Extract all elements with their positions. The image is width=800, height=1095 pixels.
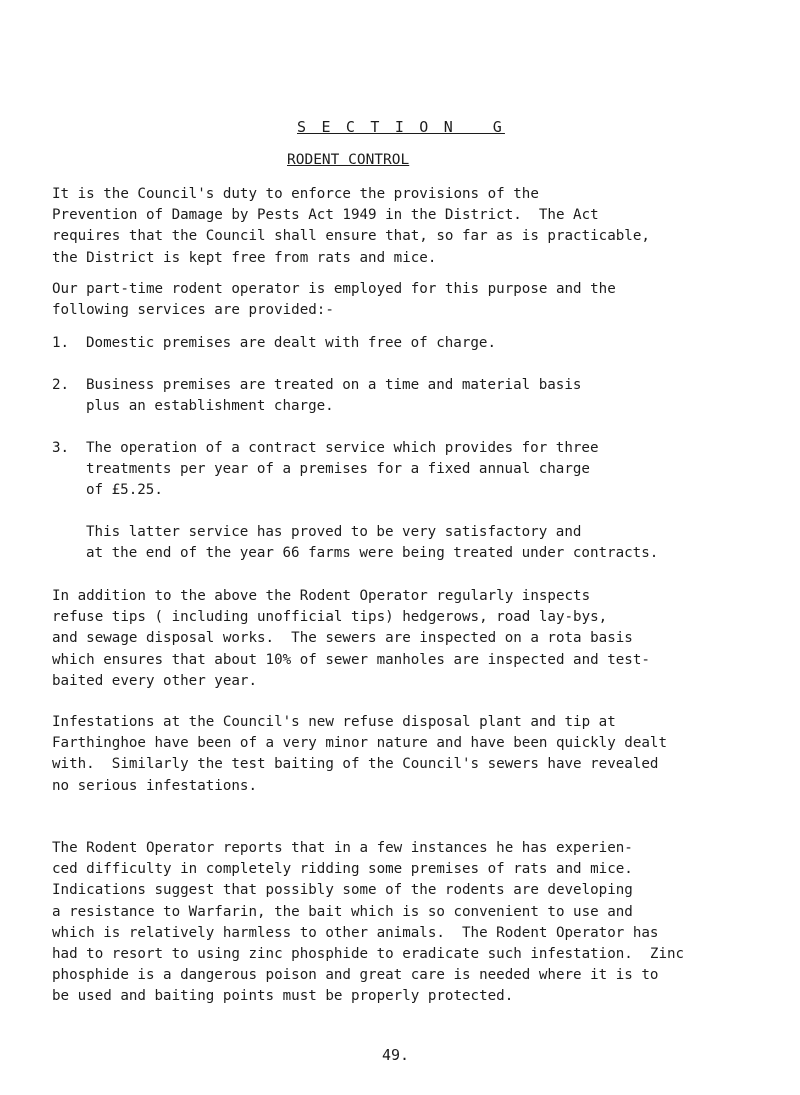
text-line: The operation of a contract service which provides for three	[86, 440, 599, 456]
text-line: Business premises are treated on a time and material basis	[86, 377, 582, 393]
text-line: In addition to the above the Rodent Operator regularly inspects	[52, 588, 591, 604]
text-line: ced difficulty in completely ridding some premises of rats and mice.	[52, 861, 633, 878]
text-line: Farthinghoe have been of a very minor nature and have been quickly dealt	[52, 735, 667, 752]
text-line: This latter service has proved to be very satisfactory and	[86, 524, 582, 540]
contract-paragraph	[86, 522, 800, 564]
text-line: treatments per year of a premises for a fixed annual charge	[86, 461, 590, 478]
text-line: Infestations at the Council's new refuse disposal plant and tip at	[52, 714, 616, 730]
intro-paragraph	[52, 184, 792, 269]
text-line: with. Similarly the test baiting of the Council's sewers have revealed	[52, 756, 659, 773]
text-line: plus an establishment charge.	[86, 398, 334, 415]
service-item-number: 3.	[52, 440, 70, 456]
text-line: The Rodent Operator reports that in a few instances he has experien-	[52, 840, 633, 856]
reports-paragraph	[52, 838, 792, 1008]
text-line: which is relatively harmless to other animals. The Rodent Operator has	[52, 924, 659, 941]
text-line: of £5.25.	[86, 482, 163, 499]
text-line: had to resort to using zinc phosphide to eradicate such infestation. Zinc	[52, 946, 685, 963]
section-heading: S E C T I O N G	[297, 118, 505, 136]
text-line: Prevention of Damage by Pests Act 1949 in the District. The Act	[52, 207, 599, 224]
text-line: It is the Council's duty to enforce the provisions of the	[52, 186, 539, 202]
text-line: Our part-time rodent operator is employed for this purpose and the	[52, 281, 616, 297]
services-intro-paragraph	[52, 279, 792, 321]
text-line: refuse tips ( including unofficial tips) hedgerows, road lay-bys,	[52, 609, 608, 626]
text-line: a resistance to Warfarin, the bait which is so convenient to use and	[52, 903, 633, 920]
text-line: phosphide is a dangerous poison and great care is needed where it is to	[52, 967, 659, 984]
page-number: 49.	[382, 1046, 410, 1064]
text-line: and sewage disposal works. The sewers are inspected on a rota basis	[52, 630, 633, 647]
text-line: Domestic premises are dealt with free of charge.	[86, 335, 496, 351]
inspection-paragraph	[52, 586, 792, 692]
text-line: no serious infestations.	[52, 777, 257, 794]
text-line: following services are provided:-	[52, 302, 334, 319]
service-item-text	[86, 438, 786, 502]
service-item-text	[86, 375, 786, 417]
text-line: which ensures that about 10% of sewer manholes are inspected and test-	[52, 651, 650, 668]
subheading-rodent-control: RODENT CONTROL	[287, 152, 410, 168]
text-line: the District is kept free from rats and mice.	[52, 249, 437, 266]
text-line: baited every other year.	[52, 672, 257, 689]
service-item-number: 2.	[52, 377, 70, 393]
service-item-text	[86, 333, 786, 354]
infestations-paragraph	[52, 712, 792, 797]
text-line: at the end of the year 66 farms were being treated under contracts.	[86, 545, 659, 562]
text-line: be used and baiting points must be properly protected.	[52, 988, 514, 1005]
service-item-number: 1.	[52, 335, 70, 351]
text-line: requires that the Council shall ensure that, so far as is practicable,	[52, 228, 650, 245]
text-line: Indications suggest that possibly some of the rodents are developing	[52, 882, 633, 899]
